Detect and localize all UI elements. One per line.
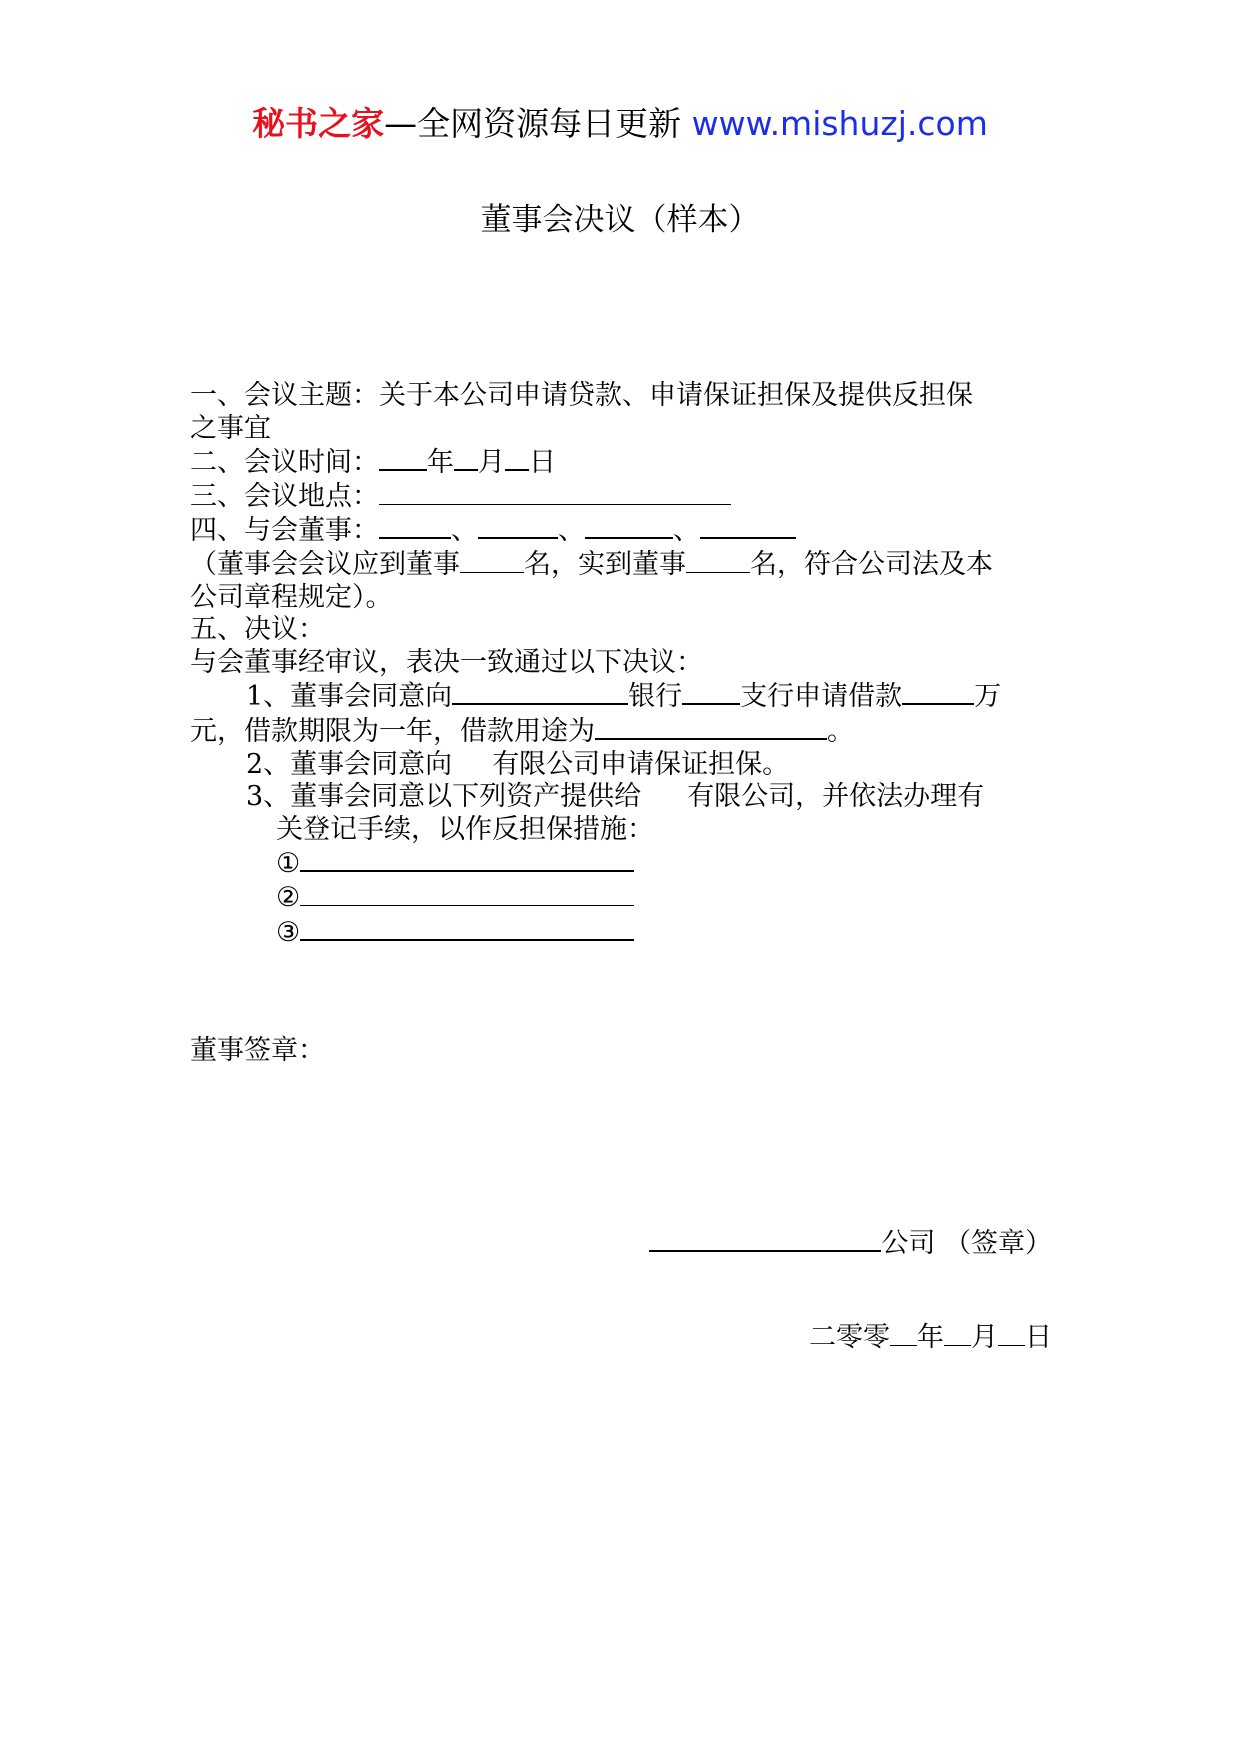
actual-count-blank[interactable] bbox=[686, 548, 750, 573]
asset-marker-3: ③ bbox=[276, 916, 301, 948]
signing-date-line bbox=[809, 1321, 1052, 1355]
separator: 、 bbox=[673, 515, 700, 547]
director-blank-1[interactable] bbox=[379, 513, 451, 539]
month-label: 月 bbox=[478, 447, 505, 479]
year-blank[interactable] bbox=[379, 445, 427, 471]
resolution-intro: 与会董事经审议，表决一致通过以下决议： bbox=[190, 646, 703, 678]
count-open-text: （董事会会议应到董事 bbox=[190, 548, 460, 580]
asset-item-1 bbox=[190, 846, 1070, 881]
company-seal-label: 公司 （签章） bbox=[881, 1228, 1052, 1259]
resolution-label: 五、决议： bbox=[190, 614, 325, 646]
r2-text-a: 2、董事会同意向 bbox=[246, 748, 453, 780]
meeting-topic-line1: 一、会议主题：关于本公司申请贷款、申请保证担保及提供反担保 bbox=[190, 380, 973, 411]
r2-text-b: 有限公司申请保证担保。 bbox=[492, 748, 790, 780]
bank-blank[interactable] bbox=[452, 679, 628, 705]
banner-url-link[interactable]: www.mishuzj.com bbox=[691, 104, 988, 143]
asset-blank-2[interactable] bbox=[300, 881, 634, 906]
r1-line2-end: 。 bbox=[827, 715, 854, 747]
r1-text-b: 银行 bbox=[628, 681, 683, 713]
asset-item-2 bbox=[190, 881, 1070, 915]
meeting-time-label: 二、会议时间： bbox=[190, 447, 379, 479]
attending-directors-line bbox=[190, 513, 1070, 548]
asset-item-3 bbox=[190, 915, 1070, 950]
sign-month-label: 月 bbox=[971, 1322, 998, 1353]
meeting-time-line bbox=[190, 445, 1070, 480]
resolution-item-3-line2: 关登记手续，以作反担保措施： bbox=[276, 813, 654, 845]
meeting-topic-line2: 之事宜 bbox=[190, 412, 271, 444]
meeting-place-label: 三、会议地点： bbox=[190, 480, 379, 512]
amount-blank[interactable] bbox=[902, 679, 974, 705]
month-blank[interactable] bbox=[454, 445, 478, 471]
site-banner bbox=[0, 100, 1240, 148]
sign-year-blank[interactable] bbox=[890, 1321, 917, 1346]
sign-month-blank[interactable] bbox=[944, 1321, 971, 1346]
resolution-item-1-line2 bbox=[190, 714, 1070, 749]
day-label: 日 bbox=[529, 447, 556, 479]
r1-text-d: 万 bbox=[974, 681, 1002, 713]
director-signature-label: 董事签章： bbox=[190, 1035, 325, 1066]
year-label: 年 bbox=[427, 447, 454, 479]
brand-name: 秘书之家 bbox=[252, 104, 385, 143]
attending-directors-label: 四、与会董事： bbox=[190, 515, 379, 547]
date-prefix: 二零零 bbox=[809, 1322, 890, 1353]
asset-blank-1[interactable] bbox=[300, 846, 634, 872]
asset-blank-3[interactable] bbox=[300, 915, 634, 941]
asset-marker-2: ② bbox=[276, 881, 301, 913]
separator: 、 bbox=[558, 515, 585, 547]
r1-line2-text: 元，借款期限为一年，借款用途为 bbox=[190, 715, 595, 747]
r3-text-a: 3、董事会同意以下列资产提供给 bbox=[246, 781, 642, 813]
resolution-item-2 bbox=[190, 749, 1070, 782]
resolution-item-3 bbox=[190, 781, 1070, 814]
r3-text-b: 有限公司，并依法办理有 bbox=[687, 781, 985, 813]
company-seal-line bbox=[649, 1226, 1052, 1261]
asset-marker-1: ① bbox=[276, 848, 301, 880]
meeting-place-line bbox=[190, 480, 1070, 514]
resolution-body bbox=[190, 380, 1070, 949]
director-blank-4[interactable] bbox=[700, 513, 796, 539]
director-count-line bbox=[190, 548, 1070, 582]
director-blank-2[interactable] bbox=[478, 513, 558, 539]
separator: 、 bbox=[451, 515, 478, 547]
day-blank[interactable] bbox=[505, 445, 529, 471]
sign-year-label: 年 bbox=[917, 1322, 944, 1353]
place-blank[interactable] bbox=[379, 480, 731, 505]
sign-day-blank[interactable] bbox=[998, 1321, 1025, 1346]
banner-slogan: —全网资源每日更新 bbox=[384, 104, 682, 143]
count-mid-text: 名，实到董事 bbox=[524, 548, 686, 580]
company-name-blank[interactable] bbox=[649, 1226, 881, 1252]
r1-text-c: 支行申请借款 bbox=[740, 681, 903, 713]
director-blank-3[interactable] bbox=[585, 513, 673, 539]
loan-purpose-blank[interactable] bbox=[595, 714, 827, 740]
branch-blank[interactable] bbox=[682, 679, 740, 705]
director-count-line2: 公司章程规定）。 bbox=[190, 581, 393, 613]
r1-text-a: 1、董事会同意向 bbox=[246, 681, 453, 713]
resolution-item-1 bbox=[190, 679, 1070, 714]
sign-day-label: 日 bbox=[1025, 1322, 1052, 1353]
document-title: 董事会决议（样本） bbox=[480, 202, 760, 238]
expected-count-blank[interactable] bbox=[460, 548, 524, 573]
count-end-text: 名，符合公司法及本 bbox=[750, 548, 993, 580]
